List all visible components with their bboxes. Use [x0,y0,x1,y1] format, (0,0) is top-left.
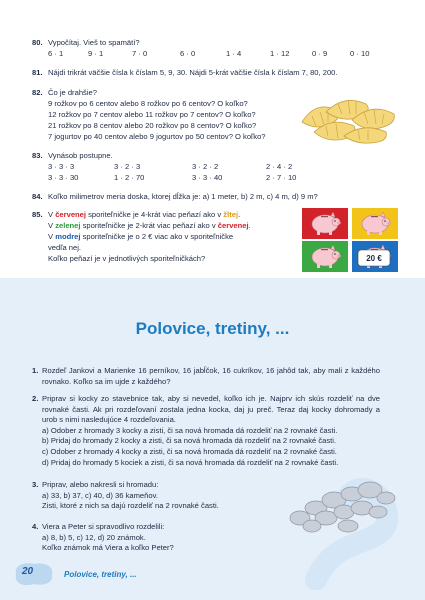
calc-cell: 3 · 3 · 30 [48,173,79,182]
problem-3 [32,480,282,512]
section-title: Polovice, tretiny, ... [135,319,290,338]
footer-title: Polovice, tretiny, ... [64,570,137,579]
piggy-banks-illustration [300,206,400,274]
price-tag-label: 20 € [366,254,382,263]
question-line: 9 rožkov po 6 centov alebo 8 rožkov po 6 centov? O koľko? [48,99,248,108]
problem-number: 2. [32,394,39,403]
calc-cell: 0 · 10 [350,49,370,58]
question-line: 12 rožkov po 7 centov alebo 11 rožkov po 7 centov? O koľko? [48,110,256,119]
problem-number: 3. [32,480,39,489]
list-item: a) Odober z hromady 3 kocky a zisti, či sa nová hromada dá rozdeliť na 2 rovnaké časti. [42,425,338,435]
problem-2 [32,394,380,468]
yellow-word: žltej [223,210,239,219]
list-item: c) Odober z hromady 4 kocky a zisti, či sa nová hromada dá rozdeliť na 2 rovnaké časti. [42,446,337,456]
problem-4 [32,522,282,554]
problem-text: Rozdeľ Jankovi a Marienke 16 perníkov, 16 jabĺčok, 16 cukríkov, 16 jahôd tak, aby mali z každého rovnako. Koľko sa im ujde z každého? [42,366,380,386]
problem-1 [32,366,380,387]
calc-cell: 7 · 0 [132,49,148,58]
green-word: zelenej [55,221,81,230]
question-line: 7 jogurtov po 40 centov alebo 9 jogurtov po 50 centov? O koľko? [48,132,266,141]
exercise-text: Vypočítaj. Vieš to spamätí? [48,38,140,47]
question-line: vedľa nej. [48,243,82,252]
problem-line: a) 8, b) 5, c) 12, d) 20 známok. [42,532,146,542]
problem-line: Viera a Peter si spravodlivo rozdelili: [42,522,165,531]
exercise-number: 80. [32,38,43,47]
page-number-blob [12,560,56,588]
problem-text: Priprav si kocky zo stavebnice tak, aby si nevedel, koľko ich je. Najprv ich skús rozdeliť na dve rovnaké časti. Ak pri rozdeľovaní zostala jedna kocka, daj ju preč. Teraz daj kocky dohromady a urob s nimi nasledujúce 4 rozdeľovania. [42,394,380,425]
text: V [48,210,56,219]
exercise-title: Vynásob postupne. [48,151,113,160]
exercise-number: 81. [32,68,43,77]
exercise-text: Nájdi trikrát väčšie čísla k číslam 5, 9, 30. Nájdi 5-krát väčšie čísla k číslam 7, 80, 200. [48,68,338,77]
exercise-title: Čo je drahšie? [48,88,97,97]
calc-cell: 6 · 1 [48,49,64,58]
question-line [48,221,251,232]
calc-cell: 1 · 2 · 70 [114,173,145,182]
calc-cell: 6 · 0 [180,49,196,58]
stones-illustration [286,478,398,534]
text: sporiteľničke je 2-krát viac peňazí ako v [80,221,218,230]
calc-cell: 1 · 12 [270,49,290,58]
red-word: červenej [217,221,249,230]
calc-cell: 2 · 4 · 2 [266,162,293,171]
croissants-illustration [296,92,400,144]
calc-cell: 2 · 7 · 10 [266,173,297,182]
red-word: červenej [55,210,87,219]
problem-line: Priprav, alebo nakresli si hromadu: [42,480,159,489]
calc-cell: 3 · 2 · 2 [192,162,219,171]
calc-cell: 1 · 4 [226,49,242,58]
calc-cell: 3 · 3 · 40 [192,173,223,182]
exercise-number: 85. [32,210,43,219]
page-number: 20 [22,566,34,577]
text: V [48,232,56,241]
exercise-number: 84. [32,192,43,201]
problem-line: Zisti, ktoré z nich sa dajú rozdeliť na 2 rovnaké časti. [42,501,219,511]
blue-word: modrej [55,232,81,241]
question-line: Koľko peňazí je v jednotlivých sporiteľničkách? [48,254,206,263]
calc-cell: 3 · 2 · 3 [114,162,141,171]
problem-line: Koľko známok má Viera a koľko Peter? [42,543,174,553]
exercise-number: 82. [32,88,43,97]
calc-cell: 0 · 9 [312,49,328,58]
text: . [248,221,251,230]
calc-cell: 9 · 1 [88,49,104,58]
exercise-number: 83. [32,151,43,160]
list-item: d) Pridaj do hromady 5 kociek a zisti, či sa nová hromada dá rozdeliť na 2 rovnaké časti. [42,457,339,467]
problem-line: a) 33, b) 37, c) 40, d) 36 kameňov. [42,490,158,500]
problem-number: 1. [32,366,39,375]
text: . [238,210,241,219]
text: V [48,221,56,230]
list-item: b) Pridaj do hromady 2 kocky a zisti, či sa nová hromada dá rozdeliť na 2 rovnaké časti. [42,436,337,446]
question-line [48,232,233,243]
text: sporiteľničke je 4-krát viac peňazí ako v [86,210,224,219]
question-line: 21 rožkov po 8 centov alebo 20 rožkov po 8 centov? O koľko? [48,121,257,130]
calc-cell: 3 · 3 · 3 [48,162,75,171]
exercise-text: Koľko milimetrov meria doska, ktorej dĺžka je: a) 1 meter, b) 2 m, c) 4 m, d) 9 m? [48,192,318,201]
problem-number: 4. [32,522,39,531]
text: sporiteľničke je o 2 € viac ako v sporiteľničke [80,232,234,241]
question-line [48,210,240,221]
